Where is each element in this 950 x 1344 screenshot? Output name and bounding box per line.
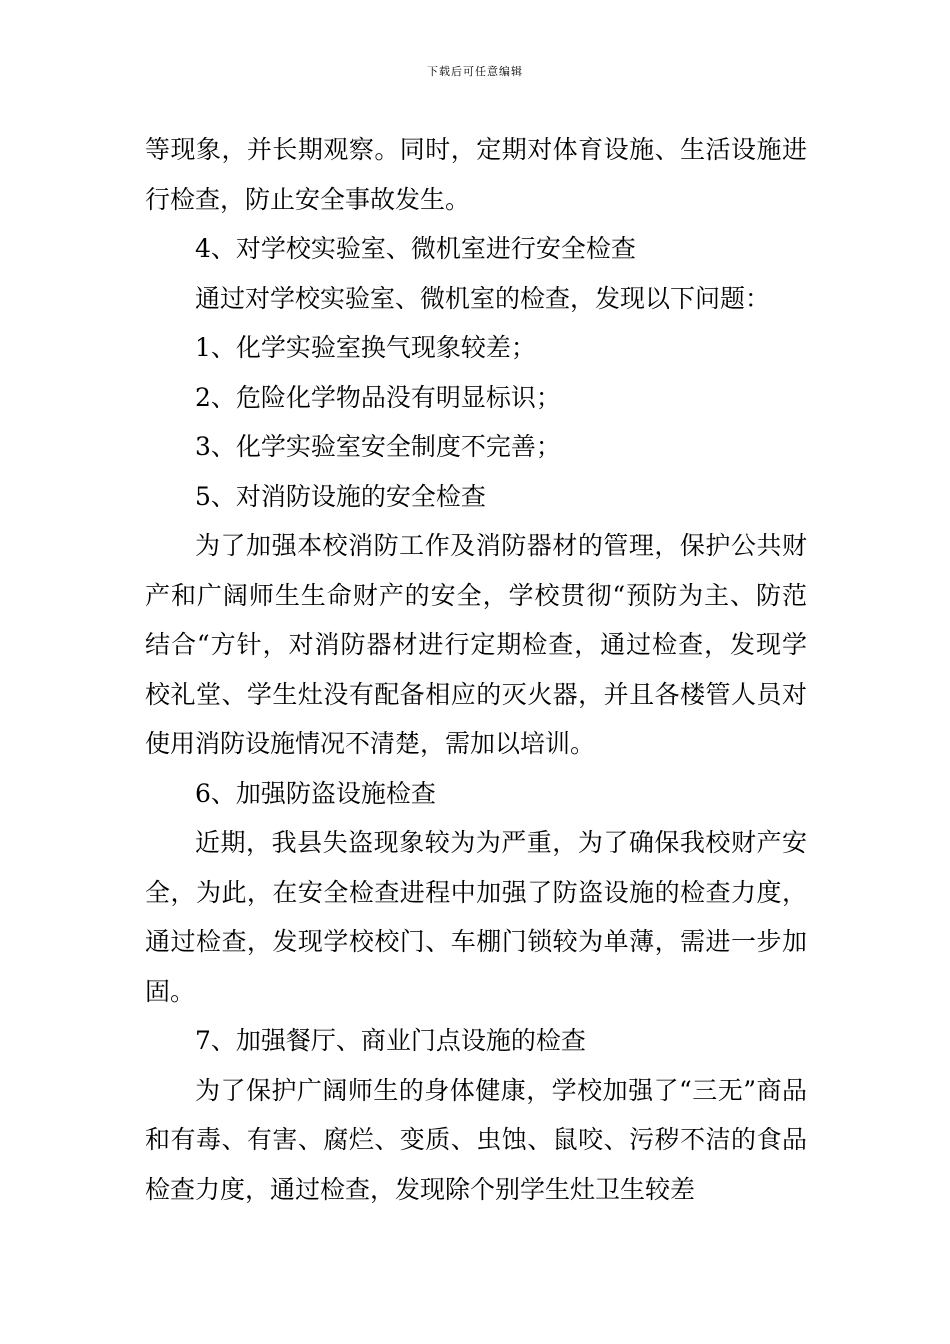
document-body: [145, 125, 807, 1214]
section-heading: 7、加强餐厅、商业门点设施的检查: [195, 1026, 586, 1055]
paragraph: 为了加强本校消防工作及消防器材的管理，保护公共财产和广阔师生生命财产的安全，学校贯彻“预防为主、防范结合“方针，对消防器材进行定期检查，通过检查，发现学校礼堂、学生灶没有配备相应的灭火器，并且各楼管人员对使用消防设施情况不清楚，需加以培训。: [145, 531, 807, 758]
list-item: 2、危险化学物品没有明显标识；: [195, 382, 561, 412]
page-header-note: 下载后可任意编辑: [427, 65, 523, 78]
paragraph: 近期，我县失盗现象较为为严重，为了确保我校财产安全，为此，在安全检查进程中加强了防盗设施的检查力度，通过检查，发现学校校门、车棚门锁较为单薄，需进一步加固。: [145, 828, 807, 1006]
section-heading: 4、对学校实验室、微机室进行安全检查: [195, 234, 636, 263]
paragraph: 通过对学校实验室、微机室的检查，发现以下问题：: [195, 283, 771, 313]
paragraph: 为了保护广阔师生的身体健康，学校加强了“三无”商品和有毒、有害、腐烂、变质、虫蚀、鼠咬、污秽不洁的食品检查力度，通过检查，发现除个别学生灶卫生较差: [145, 1075, 807, 1204]
section-heading: 6、加强防盗设施检查: [195, 778, 436, 808]
list-item: 1、化学实验室换气现象较差；: [195, 333, 536, 362]
section-heading: 5、对消防设施的安全检查: [195, 481, 486, 511]
list-item: 3、化学实验室安全制度不完善；: [195, 432, 561, 461]
paragraph: 等现象，并长期观察。同时，定期对体育设施、生活设施进行检查，防止安全事故发生。: [145, 135, 807, 214]
